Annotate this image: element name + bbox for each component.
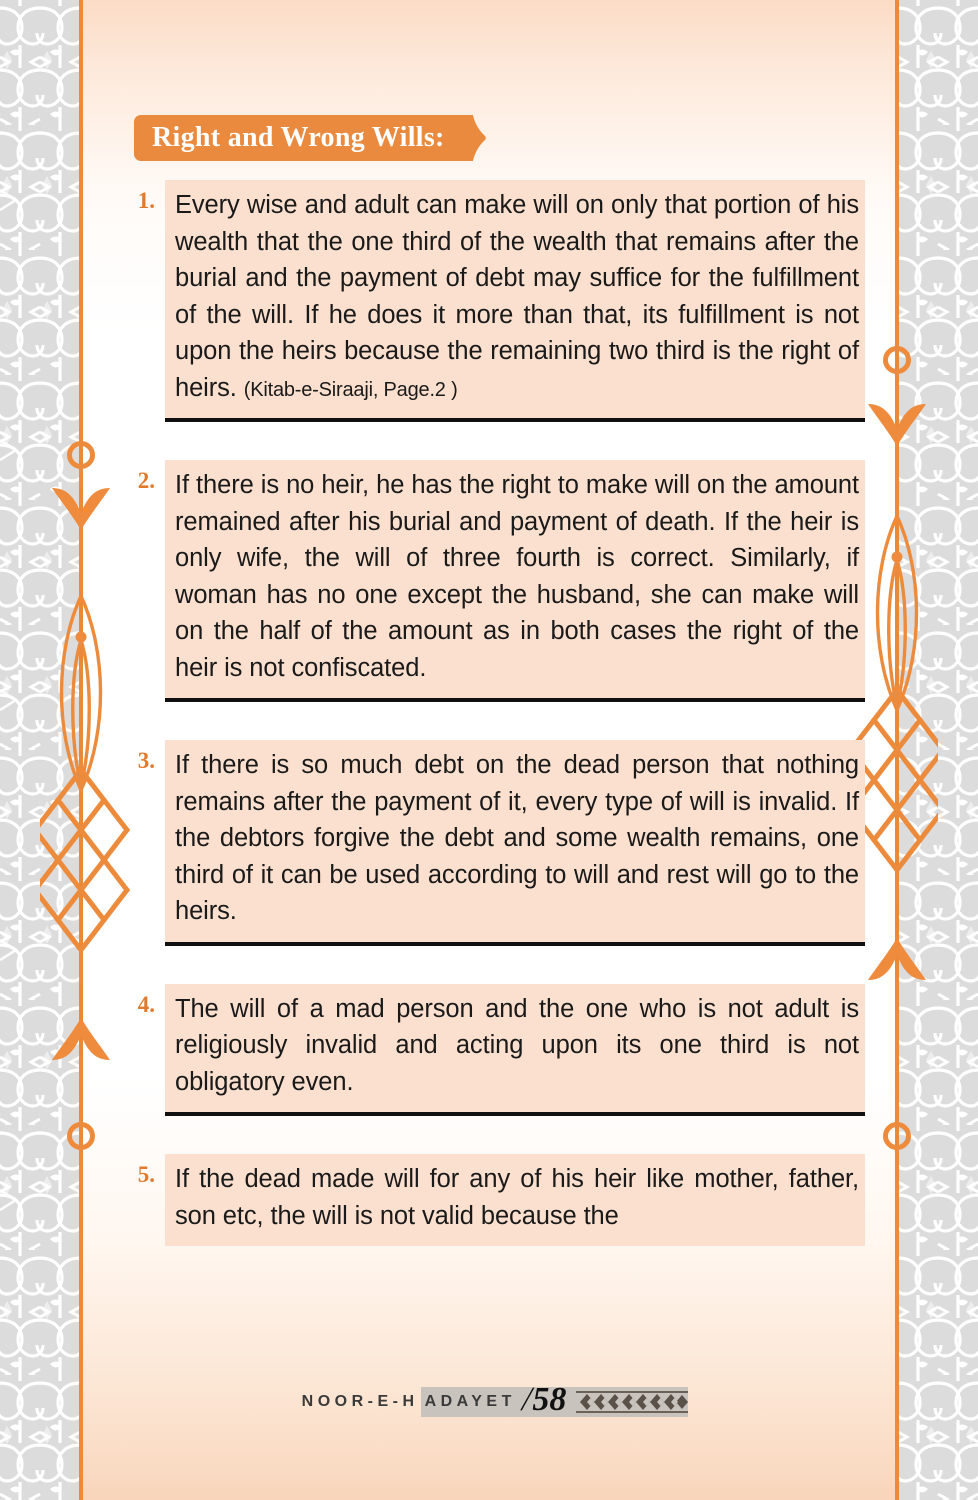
page-footer (125, 1381, 865, 1419)
list-item-number: 1. (137, 188, 155, 213)
list-item-body (165, 740, 865, 946)
list-item-body (165, 984, 865, 1117)
list-item-main-text: The will of a mad person and the one who is not adult is religiously invalid and acting upon its one third is not obligatory even. (175, 994, 859, 1096)
list-item-text (175, 747, 859, 932)
list-item (125, 984, 865, 1117)
footer-page-number: 58 (532, 1381, 567, 1418)
banner-arrow-icon (461, 115, 487, 161)
section-title-text: Right and Wrong Wills: (152, 122, 445, 153)
list-item-number: 2. (137, 468, 155, 493)
list-item-body (165, 180, 865, 422)
list-item-body (165, 460, 865, 702)
list-item-number: 5. (137, 1162, 155, 1187)
footer-band (421, 1381, 689, 1418)
list-item-main-text: If there is no heir, he has the right to make will on the amount remained after his burial and payment of death. If the heir is only wife, the will of three fourth is correct. Similarly, if woman has no one except the husband, she can make will on the half of the amount as in both cases the right of the heir is not confiscated. (175, 471, 859, 682)
list-item-text (175, 467, 859, 688)
footer-ornament-icon (576, 1387, 688, 1417)
footer-slash: / (518, 1381, 536, 1418)
section-title-body (134, 115, 461, 161)
list-item-main-text: Every wise and adult can make will on only that portion of his wealth that the one third of the wealth that remains after the burial and the payment of debt may suffice for the fulfillment of the will. If he does it more than that, its fulfillment is not upon the heirs because the remaining two third is the right of heirs. (175, 191, 859, 402)
footer-inner (301, 1381, 689, 1419)
list-item (125, 740, 865, 946)
list-item-body (165, 1154, 865, 1246)
list-item-text (175, 1161, 859, 1236)
list-item-number: 4. (137, 991, 155, 1017)
list-item-number: 3. (137, 748, 155, 773)
list-item-main-text: If the dead made will for any of his heir like mother, father, son etc, the will is not valid because the (175, 1165, 859, 1230)
footer-book-name-plain: NOOR-E-H (301, 1393, 419, 1410)
section-title-banner (134, 115, 487, 161)
list-item-main-text: If there is so much debt on the dead person that nothing remains after the payment of it, every type of will is invalid. If the debtors forgive the debt and some wealth remains, one third of it can be used according to will and rest will go to the heirs. (175, 751, 859, 925)
list-item-text (175, 187, 859, 408)
list-item-citation: (Kitab-e-Siraaji, Page.2 ) (243, 378, 458, 401)
page-content (125, 0, 865, 1500)
footer-book-name-band: ADAYET (424, 1393, 516, 1410)
list-item (125, 1154, 865, 1246)
rules-list (125, 180, 865, 1284)
list-item-text (175, 991, 859, 1103)
list-item (125, 460, 865, 702)
list-item (125, 180, 865, 422)
